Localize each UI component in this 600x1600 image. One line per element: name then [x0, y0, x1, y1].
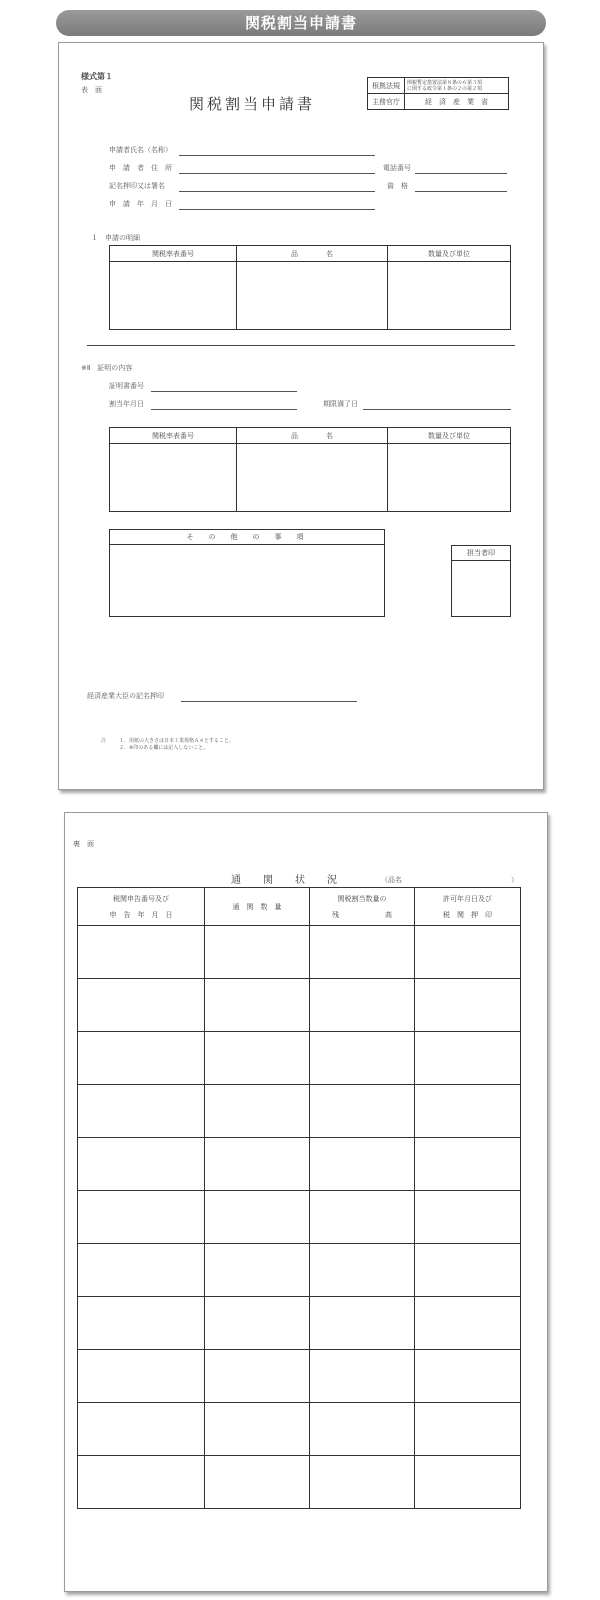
- table-row: [78, 1456, 521, 1509]
- declaration-no-cell[interactable]: [78, 1403, 205, 1456]
- form-back-page: [64, 812, 548, 1592]
- cleared-quantity-cell[interactable]: [205, 1456, 310, 1509]
- remaining-quota-cell[interactable]: [310, 979, 415, 1032]
- permit-date-cell[interactable]: [415, 1403, 521, 1456]
- header-permit-date: 許可年月日及び 税 関 押 印: [415, 888, 521, 926]
- header-remaining-quota: 関税割当数量の 残 高: [310, 888, 415, 926]
- ministry-label: 主務官庁: [368, 94, 405, 110]
- declaration-no-cell[interactable]: [78, 1032, 205, 1085]
- back-title-item: （品名: [381, 876, 402, 884]
- permit-date-cell[interactable]: [415, 1244, 521, 1297]
- cleared-quantity-cell[interactable]: [205, 1244, 310, 1297]
- declaration-no-cell[interactable]: [78, 1085, 205, 1138]
- section1-header-item-name: 品 名: [237, 246, 388, 262]
- date-line[interactable]: [179, 209, 375, 210]
- minister-sign-label: 経済産業大臣の記名押印: [87, 692, 164, 700]
- declaration-no-cell[interactable]: [78, 1244, 205, 1297]
- ministry-value: 経 済 産 業 省: [405, 94, 509, 110]
- section2-cell-quantity[interactable]: [388, 444, 511, 512]
- permit-date-cell[interactable]: [415, 1456, 521, 1509]
- section1-cell-item-name[interactable]: [237, 262, 388, 330]
- permit-date-cell[interactable]: [415, 979, 521, 1032]
- section2-cell-tariff-no[interactable]: [110, 444, 237, 512]
- law-value: 関税暫定措置法第８条の６第３項 に関する政令第１条の２の第２項: [405, 78, 509, 94]
- phone-label: 電話番号: [383, 164, 411, 172]
- section1-cell-tariff-no[interactable]: [110, 262, 237, 330]
- remaining-quota-cell[interactable]: [310, 1191, 415, 1244]
- table-row: [78, 1350, 521, 1403]
- qualification-line[interactable]: [415, 191, 507, 192]
- declaration-no-cell[interactable]: [78, 1350, 205, 1403]
- declaration-no-cell[interactable]: [78, 1297, 205, 1350]
- table-row: [78, 1191, 521, 1244]
- permit-date-cell[interactable]: [415, 1085, 521, 1138]
- form-number: 様式第１: [81, 72, 113, 81]
- cleared-quantity-cell[interactable]: [205, 1032, 310, 1085]
- cleared-quantity-cell[interactable]: [205, 1191, 310, 1244]
- table-row: [78, 1403, 521, 1456]
- applicant-name-label: 申請者氏名（名称）: [109, 146, 172, 154]
- declaration-no-cell[interactable]: [78, 1138, 205, 1191]
- law-info-box: [367, 77, 509, 110]
- note-line-1: １．用紙の大きさは日本工業規格Ａ４とすること。: [119, 738, 235, 744]
- permit-date-cell[interactable]: [415, 1032, 521, 1085]
- section1-cell-quantity[interactable]: [388, 262, 511, 330]
- back-title-close: ）: [511, 876, 518, 884]
- applicant-name-line[interactable]: [179, 155, 375, 156]
- form-front-page: [58, 42, 544, 790]
- section2-header-tariff-no: 関税率表番号: [110, 428, 237, 444]
- cert-number-line[interactable]: [151, 391, 297, 392]
- cleared-quantity-cell[interactable]: [205, 979, 310, 1032]
- header-cleared-quantity: 通 関 数 量: [205, 888, 310, 926]
- seal-line[interactable]: [179, 191, 375, 192]
- note-line-2: ２．※印のある欄には記入しないこと。: [119, 745, 209, 751]
- qualification-label: 資 格: [387, 182, 408, 190]
- minister-sign-line[interactable]: [181, 701, 357, 702]
- remaining-quota-cell[interactable]: [310, 926, 415, 979]
- cert-number-label: 証明書番号: [109, 382, 144, 390]
- header-declaration-no: 税関申告番号及び 申 告 年 月 日: [78, 888, 205, 926]
- section2-header-item-name: 品 名: [237, 428, 388, 444]
- permit-date-cell[interactable]: [415, 926, 521, 979]
- front-side-label: 表 面: [81, 86, 102, 94]
- officer-seal-box[interactable]: [451, 545, 511, 617]
- cleared-quantity-cell[interactable]: [205, 1138, 310, 1191]
- table-row: [78, 1085, 521, 1138]
- remaining-quota-cell[interactable]: [310, 1350, 415, 1403]
- cert-date-line[interactable]: [151, 409, 297, 410]
- cleared-quantity-cell[interactable]: [205, 1297, 310, 1350]
- permit-date-cell[interactable]: [415, 1191, 521, 1244]
- section1-title: １ 申請の明細: [91, 234, 140, 242]
- cleared-quantity-cell[interactable]: [205, 926, 310, 979]
- section1-table: [109, 245, 511, 330]
- table-row: [78, 1138, 521, 1191]
- permit-date-cell[interactable]: [415, 1138, 521, 1191]
- expiry-line[interactable]: [363, 409, 511, 410]
- remaining-quota-cell[interactable]: [310, 1032, 415, 1085]
- section1-header-quantity: 数量及び単位: [388, 246, 511, 262]
- declaration-no-cell[interactable]: [78, 926, 205, 979]
- other-matters-label: そ の 他 の 事 項: [110, 530, 384, 545]
- remaining-quota-cell[interactable]: [310, 1138, 415, 1191]
- address-label: 申 請 者 住 所: [109, 164, 172, 172]
- cleared-quantity-cell[interactable]: [205, 1403, 310, 1456]
- table-row: [78, 979, 521, 1032]
- table-row: [78, 1032, 521, 1085]
- remaining-quota-cell[interactable]: [310, 1456, 415, 1509]
- cleared-quantity-cell[interactable]: [205, 1085, 310, 1138]
- declaration-no-cell[interactable]: [78, 1456, 205, 1509]
- section2-title: ※Ⅱ 証明の内容: [81, 364, 133, 372]
- officer-seal-label: 担当者印: [452, 546, 510, 561]
- section1-header-tariff-no: 関税率表番号: [110, 246, 237, 262]
- law-label: 根拠法規: [368, 78, 405, 94]
- table-row: [78, 926, 521, 979]
- notes-prefix: 注: [101, 738, 107, 744]
- seal-label: 記名押印又は署名: [109, 182, 165, 190]
- permit-date-cell[interactable]: [415, 1297, 521, 1350]
- declaration-no-cell[interactable]: [78, 979, 205, 1032]
- section2-cell-item-name[interactable]: [237, 444, 388, 512]
- remaining-quota-cell[interactable]: [310, 1403, 415, 1456]
- remaining-quota-cell[interactable]: [310, 1297, 415, 1350]
- address-line[interactable]: [179, 173, 375, 174]
- cleared-quantity-cell[interactable]: [205, 1350, 310, 1403]
- section2-header-quantity: 数量及び単位: [388, 428, 511, 444]
- form-title: 関税割当申請書: [189, 95, 316, 113]
- back-side-label: 裏 面: [73, 840, 94, 848]
- permit-date-cell[interactable]: [415, 1350, 521, 1403]
- date-label: 申 請 年 月 日: [109, 200, 172, 208]
- cert-date-label: 割当年月日: [109, 400, 144, 408]
- phone-line[interactable]: [415, 173, 507, 174]
- expiry-label: 期限満了日: [323, 400, 358, 408]
- section2-table: [109, 427, 511, 512]
- banner-title: 関税割当申請書: [56, 10, 546, 36]
- customs-status-table: [77, 887, 521, 1509]
- table-row: [78, 1297, 521, 1350]
- section-divider: [87, 345, 515, 346]
- remaining-quota-cell[interactable]: [310, 1085, 415, 1138]
- other-matters-box[interactable]: [109, 529, 385, 617]
- table-row: [78, 1244, 521, 1297]
- declaration-no-cell[interactable]: [78, 1191, 205, 1244]
- back-title: 通 関 状 況: [231, 875, 343, 886]
- remaining-quota-cell[interactable]: [310, 1244, 415, 1297]
